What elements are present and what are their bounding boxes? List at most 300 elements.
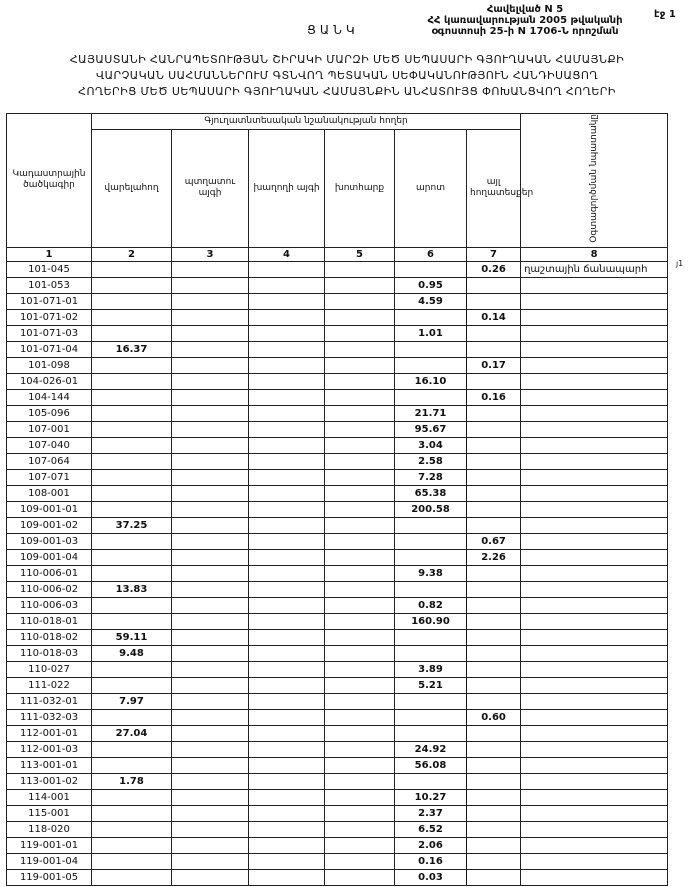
column-number: 6 — [395, 247, 467, 261]
appendix-line-2: ՀՀ կառավարության 2005 թվականի — [427, 15, 623, 26]
other-lands-cell: 0.67 — [467, 533, 521, 549]
purpose-cell — [521, 277, 668, 293]
table-row — [7, 597, 668, 613]
pasture-cell — [395, 533, 467, 549]
cadastral-code-cell: 105-096 — [7, 405, 92, 421]
other-lands-cell: 0.16 — [467, 389, 521, 405]
hayfield-cell — [325, 421, 395, 437]
orchard-cell — [172, 565, 249, 581]
other-lands-cell — [467, 517, 521, 533]
purpose-cell — [521, 469, 668, 485]
purpose-cell — [521, 437, 668, 453]
other-lands-cell — [467, 869, 521, 885]
orchard-cell — [172, 485, 249, 501]
cadastral-code-cell: 113-001-02 — [7, 773, 92, 789]
arable-cell — [92, 421, 172, 437]
orchard-cell — [172, 661, 249, 677]
table-row — [7, 469, 668, 485]
hayfield-cell — [325, 261, 395, 277]
arable-cell — [92, 741, 172, 757]
pasture-cell — [395, 357, 467, 373]
cadastral-code-cell: 110-018-02 — [7, 629, 92, 645]
hayfield-cell — [325, 293, 395, 309]
pasture-cell — [395, 581, 467, 597]
pasture-cell: 5.21 — [395, 677, 467, 693]
pasture-cell: 160.90 — [395, 613, 467, 629]
hayfield-cell — [325, 741, 395, 757]
orchard-cell — [172, 373, 249, 389]
purpose-cell — [521, 645, 668, 661]
vineyard-cell — [249, 325, 325, 341]
purpose-cell — [521, 789, 668, 805]
arable-cell: 37.25 — [92, 517, 172, 533]
arable-cell — [92, 437, 172, 453]
hayfield-cell — [325, 341, 395, 357]
purpose-cell — [521, 709, 668, 725]
purpose-cell — [521, 325, 668, 341]
pasture-cell: 0.95 — [395, 277, 467, 293]
land-table — [6, 113, 668, 886]
purpose-cell — [521, 597, 668, 613]
cadastral-code-cell: 118-020 — [7, 821, 92, 837]
arable-cell: 9.48 — [92, 645, 172, 661]
column-number: 7 — [467, 247, 521, 261]
orchard-cell — [172, 757, 249, 773]
vineyard-cell — [249, 517, 325, 533]
table-row — [7, 581, 668, 597]
vineyard-cell — [249, 693, 325, 709]
purpose-cell — [521, 773, 668, 789]
arable-cell: 16.37 — [92, 341, 172, 357]
orchard-cell — [172, 501, 249, 517]
cadastral-code-cell: 111-032-01 — [7, 693, 92, 709]
column-number: 8 — [521, 247, 668, 261]
pasture-cell — [395, 261, 467, 277]
arable-cell — [92, 293, 172, 309]
hayfield-cell — [325, 789, 395, 805]
orchard-cell — [172, 325, 249, 341]
arable-cell — [92, 853, 172, 869]
purpose-cell — [521, 357, 668, 373]
purpose-cell — [521, 293, 668, 309]
other-lands-cell — [467, 293, 521, 309]
header-other-lands: այլ հողատեսքեր — [467, 130, 521, 248]
other-lands-cell — [467, 805, 521, 821]
purpose-cell — [521, 501, 668, 517]
orchard-cell — [172, 277, 249, 293]
cadastral-code-cell: 109-001-03 — [7, 533, 92, 549]
cadastral-code-cell: 112-001-01 — [7, 725, 92, 741]
purpose-cell — [521, 485, 668, 501]
vineyard-cell — [249, 389, 325, 405]
hayfield-cell — [325, 869, 395, 885]
other-lands-cell — [467, 821, 521, 837]
table-row — [7, 277, 668, 293]
vineyard-cell — [249, 405, 325, 421]
cadastral-code-cell: 109-001-01 — [7, 501, 92, 517]
vineyard-cell — [249, 373, 325, 389]
table-row — [7, 517, 668, 533]
column-number: 1 — [7, 247, 92, 261]
vineyard-cell — [249, 709, 325, 725]
vineyard-cell — [249, 341, 325, 357]
vineyard-cell — [249, 597, 325, 613]
table-row — [7, 677, 668, 693]
orchard-cell — [172, 773, 249, 789]
arable-cell — [92, 789, 172, 805]
vineyard-cell — [249, 725, 325, 741]
header-cadastral-code: Կադաստրային ծածկագիր — [7, 114, 92, 248]
hayfield-cell — [325, 549, 395, 565]
table-row — [7, 661, 668, 677]
header-orchard: պտղատու այգի — [172, 130, 249, 248]
other-lands-cell — [467, 693, 521, 709]
table-row — [7, 261, 668, 277]
cadastral-code-cell: 107-040 — [7, 437, 92, 453]
table-row — [7, 821, 668, 837]
cadastral-code-cell: 109-001-02 — [7, 517, 92, 533]
purpose-cell: ղաշտային ճանապարհ — [521, 261, 668, 277]
table-row — [7, 613, 668, 629]
arable-cell: 59.11 — [92, 629, 172, 645]
pasture-cell: 0.82 — [395, 597, 467, 613]
purpose-cell — [521, 677, 668, 693]
other-lands-cell: 0.14 — [467, 309, 521, 325]
orchard-cell — [172, 677, 249, 693]
arable-cell — [92, 261, 172, 277]
vineyard-cell — [249, 869, 325, 885]
hayfield-cell — [325, 613, 395, 629]
vineyard-cell — [249, 837, 325, 853]
pasture-cell — [395, 645, 467, 661]
other-lands-cell — [467, 613, 521, 629]
vineyard-cell — [249, 805, 325, 821]
other-lands-cell — [467, 565, 521, 581]
other-lands-cell — [467, 453, 521, 469]
table-row — [7, 853, 668, 869]
other-lands-cell: 2.26 — [467, 549, 521, 565]
vineyard-cell — [249, 565, 325, 581]
orchard-cell — [172, 821, 249, 837]
hayfield-cell — [325, 821, 395, 837]
arable-cell — [92, 277, 172, 293]
column-number: 5 — [325, 247, 395, 261]
hayfield-cell — [325, 661, 395, 677]
other-lands-cell: 0.26 — [467, 261, 521, 277]
hayfield-cell — [325, 357, 395, 373]
purpose-cell — [521, 805, 668, 821]
hayfield-cell — [325, 501, 395, 517]
pasture-cell: 2.06 — [395, 837, 467, 853]
cadastral-code-cell: 111-022 — [7, 677, 92, 693]
arable-cell — [92, 533, 172, 549]
table-row — [7, 485, 668, 501]
vineyard-cell — [249, 277, 325, 293]
cadastral-code-cell: 101-045 — [7, 261, 92, 277]
orchard-cell — [172, 853, 249, 869]
cadastral-code-cell: 107-064 — [7, 453, 92, 469]
list-title: ՑԱՆԿ — [307, 23, 359, 37]
vineyard-cell — [249, 853, 325, 869]
cadastral-code-cell: 110-006-01 — [7, 565, 92, 581]
orchard-cell — [172, 309, 249, 325]
orchard-cell — [172, 389, 249, 405]
margin-mark: յ1 — [676, 259, 684, 268]
hayfield-cell — [325, 277, 395, 293]
hayfield-cell — [325, 453, 395, 469]
page-number: էջ 1 — [654, 9, 676, 20]
purpose-cell — [521, 757, 668, 773]
orchard-cell — [172, 549, 249, 565]
purpose-cell — [521, 741, 668, 757]
arable-cell — [92, 325, 172, 341]
table-row — [7, 805, 668, 821]
pasture-cell — [395, 517, 467, 533]
other-lands-cell — [467, 277, 521, 293]
purpose-cell — [521, 533, 668, 549]
hayfield-cell — [325, 389, 395, 405]
table-row — [7, 501, 668, 517]
vineyard-cell — [249, 485, 325, 501]
purpose-cell — [521, 341, 668, 357]
arable-cell: 27.04 — [92, 725, 172, 741]
arable-cell — [92, 597, 172, 613]
orchard-cell — [172, 805, 249, 821]
table-row — [7, 837, 668, 853]
arable-cell — [92, 565, 172, 581]
orchard-cell — [172, 533, 249, 549]
vineyard-cell — [249, 581, 325, 597]
table-row — [7, 725, 668, 741]
vineyard-cell — [249, 533, 325, 549]
cadastral-code-cell: 115-001 — [7, 805, 92, 821]
orchard-cell — [172, 405, 249, 421]
orchard-cell — [172, 421, 249, 437]
other-lands-cell — [467, 757, 521, 773]
purpose-cell — [521, 869, 668, 885]
vineyard-cell — [249, 645, 325, 661]
hayfield-cell — [325, 837, 395, 853]
cadastral-code-cell: 101-071-04 — [7, 341, 92, 357]
arable-cell: 7.97 — [92, 693, 172, 709]
pasture-cell — [395, 549, 467, 565]
purpose-cell — [521, 421, 668, 437]
other-lands-cell — [467, 741, 521, 757]
table-row — [7, 741, 668, 757]
hayfield-cell — [325, 325, 395, 341]
vineyard-cell — [249, 677, 325, 693]
orchard-cell — [172, 453, 249, 469]
pasture-cell — [395, 693, 467, 709]
orchard-cell — [172, 869, 249, 885]
table-row — [7, 453, 668, 469]
vineyard-cell — [249, 613, 325, 629]
header-purpose-label: Օգտագործման նպատակը — [588, 114, 599, 243]
table-row — [7, 869, 668, 885]
vineyard-cell — [249, 821, 325, 837]
arable-cell — [92, 405, 172, 421]
orchard-cell — [172, 341, 249, 357]
hayfield-cell — [325, 373, 395, 389]
orchard-cell — [172, 357, 249, 373]
vineyard-cell — [249, 661, 325, 677]
purpose-cell — [521, 613, 668, 629]
cadastral-code-cell: 109-001-04 — [7, 549, 92, 565]
cadastral-code-cell: 104-144 — [7, 389, 92, 405]
hayfield-cell — [325, 581, 395, 597]
arable-cell — [92, 805, 172, 821]
table-row — [7, 389, 668, 405]
purpose-cell — [521, 405, 668, 421]
table-row — [7, 341, 668, 357]
vineyard-cell — [249, 309, 325, 325]
header-vineyard: խաղողի այգի — [249, 130, 325, 248]
cadastral-code-cell: 101-071-03 — [7, 325, 92, 341]
arable-cell — [92, 549, 172, 565]
pasture-cell: 3.04 — [395, 437, 467, 453]
pasture-cell: 65.38 — [395, 485, 467, 501]
pasture-cell — [395, 629, 467, 645]
orchard-cell — [172, 613, 249, 629]
orchard-cell — [172, 709, 249, 725]
purpose-cell — [521, 725, 668, 741]
hayfield-cell — [325, 629, 395, 645]
header-hayfield: խոտհարք — [325, 130, 395, 248]
pasture-cell: 2.37 — [395, 805, 467, 821]
vineyard-cell — [249, 741, 325, 757]
hayfield-cell — [325, 709, 395, 725]
other-lands-cell — [467, 677, 521, 693]
hayfield-cell — [325, 597, 395, 613]
purpose-cell — [521, 693, 668, 709]
other-lands-cell: 0.17 — [467, 357, 521, 373]
cadastral-code-cell: 112-001-03 — [7, 741, 92, 757]
orchard-cell — [172, 693, 249, 709]
cadastral-code-cell: 111-032-03 — [7, 709, 92, 725]
cadastral-code-cell: 110-018-01 — [7, 613, 92, 629]
other-lands-cell — [467, 837, 521, 853]
pasture-cell: 0.03 — [395, 869, 467, 885]
arable-cell — [92, 837, 172, 853]
purpose-cell — [521, 853, 668, 869]
hayfield-cell — [325, 485, 395, 501]
arable-cell — [92, 309, 172, 325]
hayfield-cell — [325, 725, 395, 741]
vineyard-cell — [249, 293, 325, 309]
arable-cell — [92, 485, 172, 501]
table-row — [7, 565, 668, 581]
cadastral-code-cell: 110-027 — [7, 661, 92, 677]
vineyard-cell — [249, 629, 325, 645]
table-row — [7, 373, 668, 389]
other-lands-cell — [467, 373, 521, 389]
cadastral-code-cell: 104-026-01 — [7, 373, 92, 389]
vineyard-cell — [249, 469, 325, 485]
hayfield-cell — [325, 677, 395, 693]
pasture-cell: 200.58 — [395, 501, 467, 517]
purpose-cell — [521, 549, 668, 565]
cadastral-code-cell: 119-001-04 — [7, 853, 92, 869]
table-row — [7, 789, 668, 805]
other-lands-cell — [467, 773, 521, 789]
pasture-cell: 56.08 — [395, 757, 467, 773]
hayfield-cell — [325, 645, 395, 661]
table-row — [7, 757, 668, 773]
purpose-cell — [521, 821, 668, 837]
other-lands-cell — [467, 501, 521, 517]
arable-cell: 13.83 — [92, 581, 172, 597]
document-heading — [22, 52, 672, 100]
cadastral-code-cell: 110-018-03 — [7, 645, 92, 661]
purpose-cell — [521, 453, 668, 469]
other-lands-cell: 0.60 — [467, 709, 521, 725]
vineyard-cell — [249, 437, 325, 453]
vineyard-cell — [249, 789, 325, 805]
orchard-cell — [172, 597, 249, 613]
hayfield-cell — [325, 517, 395, 533]
pasture-cell: 2.58 — [395, 453, 467, 469]
table-row — [7, 325, 668, 341]
table-row — [7, 549, 668, 565]
hayfield-cell — [325, 693, 395, 709]
hayfield-cell — [325, 773, 395, 789]
pasture-cell: 4.59 — [395, 293, 467, 309]
cadastral-code-cell: 101-071-01 — [7, 293, 92, 309]
arable-cell — [92, 389, 172, 405]
orchard-cell — [172, 517, 249, 533]
orchard-cell — [172, 645, 249, 661]
purpose-cell — [521, 389, 668, 405]
table-row — [7, 533, 668, 549]
table-row — [7, 309, 668, 325]
header-arable: վարելահող — [92, 130, 172, 248]
other-lands-cell — [467, 485, 521, 501]
pasture-cell: 95.67 — [395, 421, 467, 437]
column-number-row — [7, 247, 668, 261]
other-lands-cell — [467, 789, 521, 805]
pasture-cell: 16.10 — [395, 373, 467, 389]
arable-cell — [92, 677, 172, 693]
header-pasture: արոտ — [395, 130, 467, 248]
table-row — [7, 437, 668, 453]
heading-line-1: ՀԱՅԱՍՏԱՆԻ ՀԱՆՐԱՊԵՏՈՒԹՅԱՆ ՇԻՐԱԿԻ ՄԱՐԶԻ ՄԵԾ ՍԵՊԱՍԱՐԻ ԳՅՈՒՂԱԿԱՆ ՀԱՄԱՅՆՔԻ — [69, 53, 625, 66]
table-row — [7, 693, 668, 709]
cadastral-code-cell: 110-006-03 — [7, 597, 92, 613]
vineyard-cell — [249, 501, 325, 517]
purpose-cell — [521, 581, 668, 597]
pasture-cell: 7.28 — [395, 469, 467, 485]
orchard-cell — [172, 581, 249, 597]
cadastral-code-cell: 101-053 — [7, 277, 92, 293]
orchard-cell — [172, 469, 249, 485]
other-lands-cell — [467, 725, 521, 741]
purpose-cell — [521, 517, 668, 533]
hayfield-cell — [325, 805, 395, 821]
vineyard-cell — [249, 757, 325, 773]
purpose-cell — [521, 565, 668, 581]
purpose-cell — [521, 837, 668, 853]
header-agricultural-group: Գյուղատնտեսական նշանակության հողեր — [92, 114, 521, 130]
orchard-cell — [172, 837, 249, 853]
arable-cell — [92, 501, 172, 517]
vineyard-cell — [249, 357, 325, 373]
pasture-cell: 6.52 — [395, 821, 467, 837]
purpose-cell — [521, 309, 668, 325]
other-lands-cell — [467, 661, 521, 677]
other-lands-cell — [467, 421, 521, 437]
pasture-cell: 3.89 — [395, 661, 467, 677]
hayfield-cell — [325, 469, 395, 485]
